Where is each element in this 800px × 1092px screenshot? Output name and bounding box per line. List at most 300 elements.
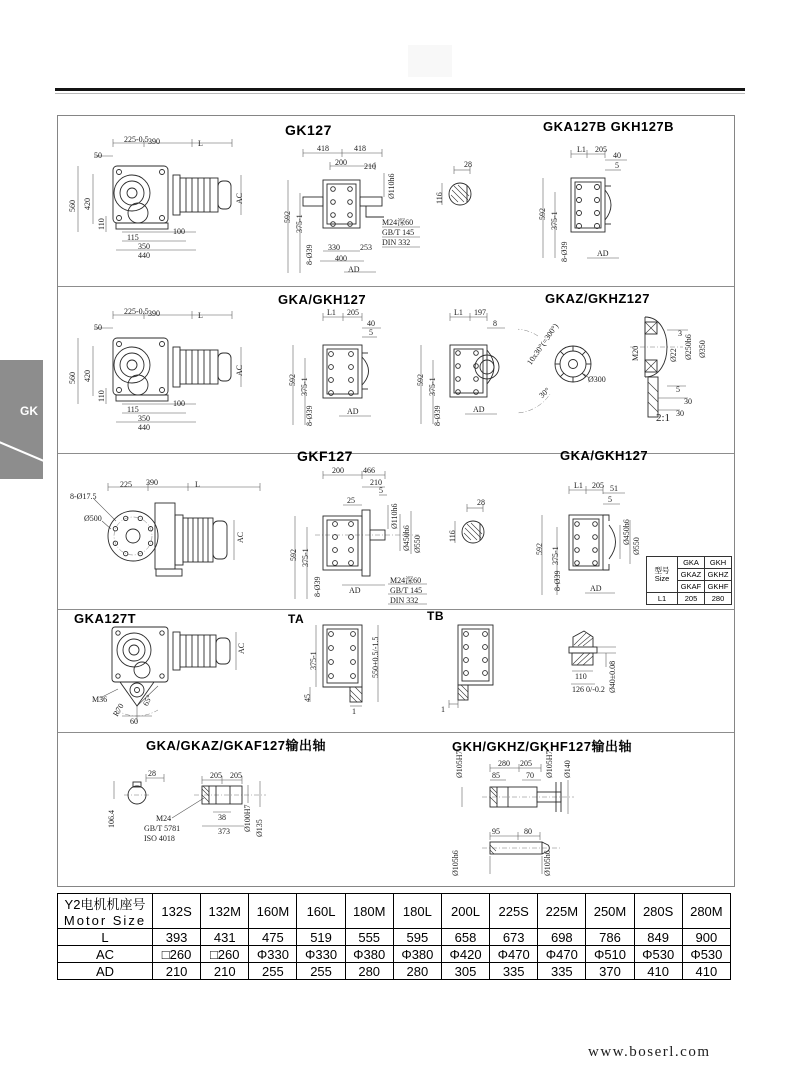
g-shape — [451, 185, 469, 202]
circle-shape — [160, 388, 165, 393]
dim-label: 38 — [218, 813, 226, 822]
dim-label: 560 — [68, 200, 77, 212]
dim-label: 200 — [335, 158, 347, 167]
dim-label: Ø40±0.08 — [608, 660, 617, 693]
circle-shape — [351, 660, 356, 665]
circle-shape — [160, 631, 164, 635]
size-table-model: GKH — [705, 557, 732, 569]
dim-label: L — [195, 480, 200, 489]
dim-label: 110 — [97, 390, 106, 402]
drawing-title-gka127b: GKA127B GKH127B — [543, 119, 675, 134]
drawing-title-gka-gkh127: GKA/GKH127 — [278, 292, 367, 307]
rect-shape — [327, 349, 358, 394]
dim-label: 45 — [303, 694, 312, 702]
line-shape — [582, 351, 586, 355]
drawing-title-gkh-output-shaft: GKH/GKHZ/GKHF127输出轴 — [452, 739, 632, 754]
circle-shape — [575, 535, 580, 540]
drawing-title-ta: TA — [288, 612, 305, 626]
circle-shape — [329, 660, 334, 665]
dim-label: 592 — [289, 549, 298, 561]
dim-label: AC — [235, 364, 244, 376]
dim-label: 205 — [347, 308, 359, 317]
circle-shape — [331, 187, 336, 192]
motor-frame-size: 160M — [249, 894, 297, 929]
dim-label: GB/T 5781 — [144, 824, 181, 833]
rect-shape — [327, 629, 358, 683]
dim-label: 5 — [615, 161, 619, 170]
motor-table-value: 698 — [538, 929, 586, 946]
dim-label: Ø350 — [698, 340, 707, 358]
dim-label: 205 — [595, 145, 607, 154]
motor-table-value: 431 — [201, 929, 249, 946]
dim-label: 28 — [464, 160, 472, 169]
dim-label: Ø105h6 — [451, 850, 460, 876]
dim-label: 375-1 — [300, 377, 309, 396]
motor-table-value: 335 — [538, 963, 586, 980]
dim-label: AD — [349, 586, 361, 595]
circle-shape — [456, 377, 461, 382]
dim-label: M24深60 — [390, 576, 422, 585]
dim-label: 280 — [498, 759, 510, 768]
drawing-tb-torque-arm-view — [435, 614, 530, 720]
motor-table-value: 849 — [634, 929, 682, 946]
circle-shape — [126, 529, 140, 543]
rect-shape — [303, 197, 323, 206]
circle-shape — [575, 522, 580, 527]
motor-table-value: 410 — [682, 963, 730, 980]
motor-table-value: Φ330 — [249, 946, 297, 963]
dim-label: 116 — [448, 530, 457, 542]
drawing-title-gkaz-gkhz127: GKAZ/GKHZ127 — [545, 291, 650, 306]
dim-label: 110 — [575, 672, 587, 681]
drawing-gkaz-flange-detail — [518, 300, 733, 430]
motor-table-header-en: Motor Size — [63, 913, 147, 928]
dim-label: 375-1 — [551, 546, 560, 565]
g-shape — [464, 523, 482, 540]
motor-table-value: Φ380 — [345, 946, 393, 963]
dim-label: 80 — [524, 827, 532, 836]
tbody-shape — [58, 894, 731, 980]
dim-label: 30 — [684, 397, 692, 406]
motor-table-value: 555 — [345, 929, 393, 946]
line-shape — [578, 635, 591, 646]
circle-shape — [333, 535, 338, 540]
circle-shape — [108, 511, 158, 561]
motor-table-row-label: AC — [58, 946, 153, 963]
motor-table-value: 475 — [249, 929, 297, 946]
circle-shape — [449, 183, 471, 205]
circle-shape — [560, 351, 586, 377]
svg-shape — [518, 300, 733, 430]
motor-table-value: Φ530 — [682, 946, 730, 963]
dim-label: 8 — [493, 319, 497, 328]
circle-shape — [474, 351, 479, 356]
g-shape — [458, 685, 468, 700]
dim-label: 330 — [328, 243, 340, 252]
motor-table-value: 210 — [153, 963, 201, 980]
dim-label: 420 — [83, 370, 92, 382]
circle-shape — [160, 674, 164, 678]
circle-shape — [456, 351, 461, 356]
dim-label: 420 — [83, 198, 92, 210]
dim-label: 8-Ø39 — [305, 405, 314, 426]
circle-shape — [331, 213, 336, 218]
motor-frame-size: 225S — [490, 894, 538, 929]
motor-frame-size: 280M — [682, 894, 730, 929]
circle-shape — [575, 561, 580, 566]
dim-label: 100 — [173, 399, 185, 408]
dim-label: 205 — [520, 759, 532, 768]
circle-shape — [483, 658, 488, 663]
circle-shape — [329, 378, 334, 383]
dim-label: Ø22 — [669, 348, 678, 362]
rect-shape — [175, 515, 183, 565]
circle-shape — [456, 364, 461, 369]
circle-shape — [329, 391, 334, 396]
drawing-title-gkf127: GKF127 — [297, 448, 353, 464]
line-shape — [458, 688, 468, 698]
dim-label: 375-1 — [295, 214, 304, 233]
line-shape — [583, 638, 593, 646]
drawing-title-gka-output-shaft: GKA/GKAZ/GKAF127输出轴 — [146, 738, 326, 753]
g-shape — [449, 700, 458, 708]
circle-shape — [113, 527, 117, 531]
rect-shape — [173, 632, 180, 670]
size-table-model: GKHZ — [705, 569, 732, 581]
circle-shape — [349, 535, 354, 540]
rect-shape — [218, 181, 231, 209]
circle-shape — [593, 561, 598, 566]
motor-frame-size: 225M — [538, 894, 586, 929]
g-shape — [108, 503, 227, 576]
g-shape — [323, 345, 369, 398]
drawing-gearmotor-side-view-2 — [66, 292, 306, 432]
g-shape — [114, 517, 152, 555]
circle-shape — [331, 200, 336, 205]
path-shape — [573, 631, 593, 647]
motor-table-value: Φ470 — [490, 946, 538, 963]
drawing-gkf127-flange-face-view — [64, 461, 309, 601]
dim-label: DIN 332 — [390, 596, 419, 605]
l1-size-table — [646, 556, 732, 605]
motor-table-value: 786 — [586, 929, 634, 946]
dim-label: DIN 332 — [382, 238, 411, 247]
circle-shape — [117, 170, 122, 175]
motor-table-value: Φ330 — [297, 946, 345, 963]
dim-label: Ø105h6 — [543, 850, 552, 876]
circle-shape — [333, 561, 338, 566]
div-shape: 型号 — [654, 565, 670, 575]
motor-table-header-cn: Y2电机机座号 — [64, 897, 146, 912]
drawing-title-gka127t: GKA127T — [74, 611, 137, 626]
dim-label: 205 — [230, 771, 242, 780]
circle-shape — [116, 631, 120, 635]
g-shape — [112, 627, 230, 706]
circle-shape — [348, 200, 353, 205]
g-shape — [350, 687, 362, 702]
motor-table-value: 210 — [201, 963, 249, 980]
dim-label: Ø450h6 — [402, 525, 411, 551]
g-shape — [323, 625, 362, 702]
circle-shape — [474, 364, 479, 369]
dim-label: Ø110h6 — [387, 173, 396, 199]
dim-label: 225-0.5 — [124, 307, 149, 316]
dim-label: 50 — [94, 323, 102, 332]
dim-label: 390 — [148, 137, 160, 146]
dim-label: 592 — [416, 374, 425, 386]
motor-table-value: 393 — [153, 929, 201, 946]
circle-shape — [116, 674, 120, 678]
faded-logo — [408, 45, 452, 77]
svg-shape — [70, 610, 315, 728]
motor-table-value: Φ470 — [538, 946, 586, 963]
circle-shape — [577, 198, 582, 203]
dim-label: 51 — [610, 484, 618, 493]
g-shape — [569, 515, 616, 570]
dim-label: 8-Ø39 — [560, 241, 569, 262]
line-shape — [577, 653, 590, 665]
path-shape — [366, 206, 384, 217]
dim-label: L — [198, 311, 203, 320]
circle-shape — [483, 645, 488, 650]
motor-size-table — [57, 893, 731, 980]
motor-table-value: Φ380 — [393, 946, 441, 963]
line-shape — [452, 190, 464, 202]
dim-label: Ø105H7 — [545, 750, 554, 778]
motor-table-value: Φ420 — [441, 946, 489, 963]
dim-label: AD — [347, 407, 359, 416]
drawing-gka127t-side-view — [70, 610, 315, 728]
circle-shape — [135, 688, 140, 693]
tr-shape — [647, 557, 732, 569]
dim-label: 1 — [352, 707, 356, 716]
dim-label: 205 — [592, 481, 604, 490]
drawing-gka127b-front-view — [535, 130, 733, 270]
dim-label: AD — [473, 405, 485, 414]
circle-shape — [127, 188, 137, 198]
circle-shape — [349, 378, 354, 383]
tr-shape — [58, 946, 731, 963]
dim-label: 8-Ø39 — [305, 244, 314, 265]
dim-label: 10x30°(=300°) — [525, 321, 561, 367]
circle-shape — [123, 639, 145, 661]
dim-label: 418 — [317, 144, 329, 153]
motor-table-value: 255 — [249, 963, 297, 980]
path-shape — [603, 515, 609, 521]
dim-label: 210 — [370, 478, 382, 487]
dim-label: 85 — [492, 771, 500, 780]
g-shape — [78, 311, 241, 422]
div-shape: Size — [654, 573, 670, 583]
circle-shape — [120, 353, 144, 377]
rect-shape — [350, 687, 362, 702]
circle-shape — [464, 671, 469, 676]
line-shape — [560, 373, 564, 377]
circle-shape — [595, 185, 600, 190]
circle-shape — [117, 633, 151, 667]
motor-table-value: 255 — [297, 963, 345, 980]
g-shape — [310, 625, 378, 706]
dim-label: 65° — [141, 693, 154, 708]
rect-shape — [216, 638, 230, 664]
dim-label: 3 — [678, 329, 682, 338]
circle-shape — [593, 535, 598, 540]
header-rule-thick — [55, 88, 745, 91]
dim-label: Ø105H7 — [455, 750, 464, 778]
circle-shape — [464, 658, 469, 663]
motor-table-value: □260 — [201, 946, 249, 963]
circle-shape — [577, 185, 582, 190]
size-table-model: GKHF — [705, 581, 732, 593]
line-shape — [490, 790, 497, 797]
size-table-model: GKA — [678, 557, 705, 569]
rect-shape — [323, 180, 360, 228]
dim-label: 30° — [537, 385, 552, 400]
drawing-bush-section-detail — [560, 615, 660, 715]
rect-shape — [156, 569, 182, 576]
g-shape — [202, 786, 209, 802]
size-table-model: GKAF — [678, 581, 705, 593]
dim-label: 592 — [535, 543, 544, 555]
path-shape — [362, 357, 369, 385]
g-shape — [113, 338, 231, 401]
motor-frame-size: 200L — [441, 894, 489, 929]
line-shape — [574, 633, 586, 645]
circle-shape — [575, 548, 580, 553]
g-shape — [573, 633, 593, 665]
circle-shape — [593, 548, 598, 553]
dim-label: 375-1 — [309, 651, 318, 670]
dim-label: 373 — [218, 827, 230, 836]
path-shape — [605, 190, 611, 220]
dim-label: 375-1 — [301, 548, 310, 567]
dim-label: 440 — [138, 423, 150, 432]
circle-shape — [462, 521, 484, 543]
dim-label: 100 — [173, 227, 185, 236]
dim-label: 116 — [435, 192, 444, 204]
dim-label: 115 — [127, 233, 139, 242]
circle-shape — [127, 360, 137, 370]
dim-label: 5 — [608, 495, 612, 504]
dim-label: M24 — [156, 814, 172, 823]
svg-shape — [64, 461, 309, 601]
dim-label: 418 — [354, 144, 366, 153]
circle-shape — [333, 548, 338, 553]
motor-table-value: Φ530 — [634, 946, 682, 963]
circle-shape — [569, 360, 578, 369]
drawing-gkh-output-shaft — [448, 746, 590, 882]
dim-label: AD — [348, 265, 360, 274]
dim-label: Ø135 — [255, 819, 264, 837]
rect-shape — [173, 347, 180, 387]
motor-frame-size: 160L — [297, 894, 345, 929]
line-shape — [648, 382, 658, 392]
path-shape — [603, 564, 609, 570]
circle-shape — [593, 522, 598, 527]
dim-label: GB/T 145 — [382, 228, 415, 237]
dim-label: 350 — [138, 414, 150, 423]
circle-shape — [329, 365, 334, 370]
g-shape — [482, 797, 574, 848]
dim-label: AD — [590, 584, 602, 593]
drawing-title-tb: TB — [427, 609, 444, 623]
tr-shape — [58, 929, 731, 946]
g-shape — [303, 180, 384, 228]
size-table-model: GKAZ — [678, 569, 705, 581]
dim-label: 466 — [363, 466, 375, 475]
dim-label: 400 — [335, 254, 347, 263]
motor-frame-size: 250M — [586, 894, 634, 929]
dim-label: 70 — [526, 771, 534, 780]
dim-label: 375-1 — [428, 377, 437, 396]
circle-shape — [483, 632, 488, 637]
tr-shape — [58, 894, 731, 929]
g-shape — [462, 764, 568, 874]
website-url: www.boserl.com — [588, 1044, 711, 1060]
dim-label: 8-Ø39 — [313, 576, 322, 597]
page-edge-tab-gk — [0, 360, 43, 479]
svg-shape — [430, 158, 492, 220]
dim-label: 28 — [148, 769, 156, 778]
dim-label: 225-0.5 — [124, 135, 149, 144]
rect-shape — [327, 520, 358, 566]
dim-label: AC — [236, 531, 245, 543]
motor-table-value: 410 — [634, 963, 682, 980]
motor-table-row-label: L — [58, 929, 153, 946]
circle-shape — [464, 632, 469, 637]
motor-table-header-cell — [58, 894, 153, 929]
svg-shape — [66, 120, 306, 260]
dim-label: 200 — [332, 466, 344, 475]
dim-label: 110 — [97, 218, 106, 230]
g-shape — [490, 782, 561, 854]
line-shape — [560, 351, 564, 355]
dim-label: 197 — [474, 308, 486, 317]
drawing-input-shaft-section-1 — [430, 158, 492, 220]
circle-shape — [348, 213, 353, 218]
dim-label: 60 — [130, 717, 138, 726]
motor-table-value: Φ510 — [586, 946, 634, 963]
drawing-gka-output-shaft — [98, 748, 293, 848]
line-shape — [490, 850, 494, 854]
g-shape — [78, 139, 241, 250]
dim-label: 8-Ø39 — [433, 405, 442, 426]
rect-shape — [116, 223, 168, 229]
drawing-ta-torque-arm-view — [300, 614, 420, 720]
circle-shape — [456, 390, 461, 395]
dim-label: 375-1 — [550, 211, 559, 230]
dim-label: 253 — [360, 243, 372, 252]
line-shape — [350, 690, 362, 702]
circle-shape — [329, 646, 334, 651]
circle-shape — [483, 671, 488, 676]
dim-label: 95 — [492, 827, 500, 836]
circle-shape — [129, 645, 139, 655]
rect-shape — [113, 166, 168, 223]
motor-table-value: 280 — [345, 963, 393, 980]
motor-frame-size: 132S — [153, 894, 201, 929]
circle-shape — [114, 517, 152, 555]
drawing-title-gka-gkh127-2: GKA/GKH127 — [560, 448, 649, 463]
dim-label: 2:1 — [656, 412, 671, 424]
motor-table-value: 595 — [393, 929, 441, 946]
circle-shape — [329, 352, 334, 357]
dim-label: 205 — [210, 771, 222, 780]
size-table-header-cell — [647, 557, 678, 593]
circle-shape — [138, 516, 142, 520]
motor-table-value: 305 — [441, 963, 489, 980]
line-shape — [355, 687, 362, 694]
